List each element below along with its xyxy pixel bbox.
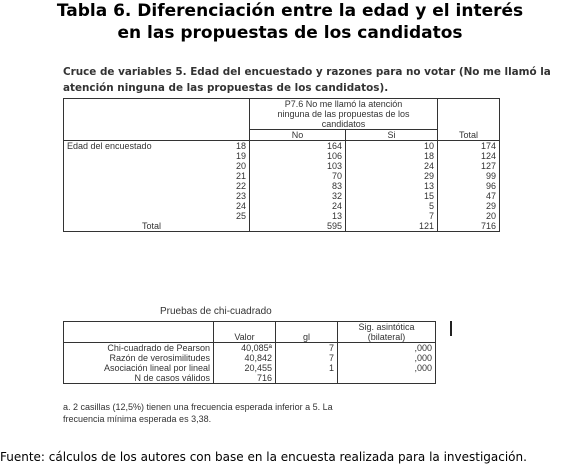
table-row: 19 106 18 124 <box>64 151 500 161</box>
table-row: Asociación lineal por lineal 20,455 1 ,000 <box>64 363 436 373</box>
col-total-header: Total <box>438 99 500 141</box>
col-no-header: No <box>250 130 346 141</box>
table-row: Chi-cuadrado de Pearson 40,085ª 7 ,000 <box>64 343 436 354</box>
table-row: Razón de verosimilitudes 40,842 7 ,000 <box>64 353 436 363</box>
title-line-1: Tabla 6. Diferenciación entre la edad y el interés <box>56 1 524 21</box>
col-si-header: Si <box>346 130 438 141</box>
question-header: P7.6 No me llamó la atención ninguna de las propuestas de los candidatos <box>250 99 438 130</box>
crosstab-caption <box>63 64 573 96</box>
table-row: 22 83 13 96 <box>64 181 500 191</box>
chi-square-caption: Pruebas de chi-cuadrado <box>160 306 272 317</box>
table-row: 24 24 5 29 <box>64 201 500 211</box>
col-valor-header: Valor <box>214 322 276 343</box>
chi-square-footnote: a. 2 casillas (12,5%) tienen una frecuencia esperada inferior a 5. La frecuencia mínima esperada es 3,38. <box>63 402 333 424</box>
crosstab-table <box>63 98 500 232</box>
total-row: Total 595 121 716 <box>64 221 500 232</box>
table-row: 20 103 24 127 <box>64 161 500 171</box>
table-row: N de casos válidos 716 <box>64 373 436 384</box>
caption-line-1: Cruce de variables 5. Edad del encuestado y razones para no votar (No me llamó la <box>63 66 551 78</box>
row-variable-label: Edad del encuestado <box>64 141 212 152</box>
text-cursor <box>450 321 452 336</box>
title-line-2: en las propuestas de los candidatos <box>117 23 463 43</box>
table-title <box>0 0 580 44</box>
table-row: 23 32 15 47 <box>64 191 500 201</box>
caption-line-2: atención ninguna de las propuestas de los candidatos). <box>63 82 389 94</box>
col-gl-header: gl <box>276 322 338 343</box>
source-note: Fuente: cálculos de los autores con base en la encuesta realizada para la investigación. <box>0 450 527 464</box>
table-row: Edad del encuestado 18 164 10 174 <box>64 141 500 152</box>
col-sig-header: Sig. asintótica <box>338 322 436 333</box>
table-row: 25 13 7 20 <box>64 211 500 221</box>
total-row-label: Total <box>64 221 250 232</box>
chi-square-table: Valor gl Sig. asintótica (bilateral) Chi-cuadrado de Pearson 40,085ª 7 ,000 Razón de verosimilitudes 40,842 7 ,000 Asociación lineal por lineal 20,455 1 ,000 N de casos válidos 716 <box>63 321 436 384</box>
table-row: 21 70 29 99 <box>64 171 500 181</box>
